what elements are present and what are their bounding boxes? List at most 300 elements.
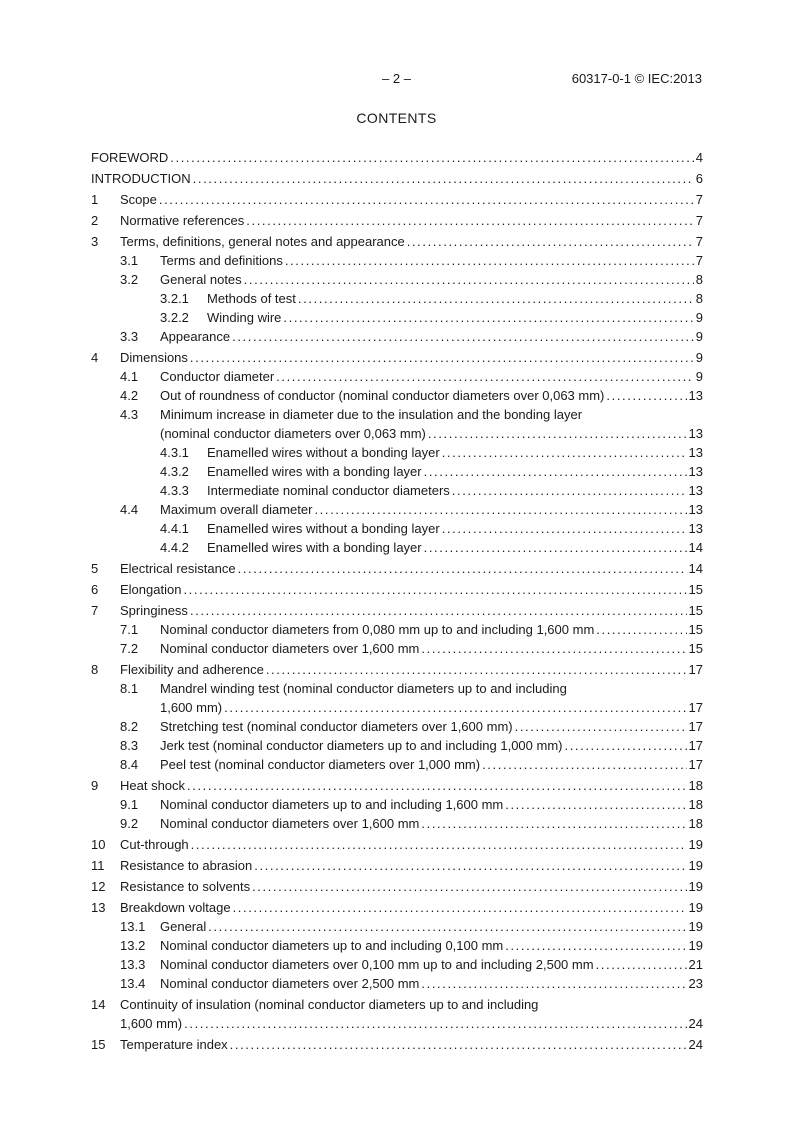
dot-leader (238, 559, 687, 578)
toc-entry-title: Scope (120, 192, 157, 207)
dot-leader (421, 974, 686, 993)
toc-entry[interactable] (91, 148, 703, 167)
toc-entry-body (160, 500, 703, 519)
toc-entry[interactable] (91, 898, 703, 917)
toc-entry-title: Methods of test (207, 291, 296, 306)
toc-entry-page: 9 (695, 369, 703, 384)
toc-entry[interactable] (91, 405, 703, 443)
toc-entry-lastline (160, 736, 703, 755)
toc-entry-body (160, 270, 703, 289)
dot-leader (505, 795, 686, 814)
toc-entry-title: Enamelled wires with a bonding layer (207, 540, 422, 555)
toc-entry-page: 18 (688, 797, 703, 812)
toc-entry-text-line: Mandrel winding test (nominal conductor diameters up to and including (160, 681, 567, 696)
toc-entry-body (120, 580, 703, 599)
header-doc-reference: 60317-0-1 © IEC:2013 (571, 71, 702, 86)
toc-entry[interactable] (91, 814, 703, 833)
contents-title: CONTENTS (356, 110, 437, 126)
toc-entry-title: Electrical resistance (120, 561, 236, 576)
toc-entry[interactable] (91, 1035, 703, 1054)
dot-leader (184, 1014, 686, 1033)
toc-entry-text-line: Continuity of insulation (nominal conductor diameters up to and including (120, 997, 539, 1012)
dot-leader (505, 936, 686, 955)
toc-entry[interactable] (91, 877, 703, 896)
toc-entry-body (160, 717, 703, 736)
dot-leader (252, 877, 686, 896)
toc-entry-body (120, 660, 703, 679)
toc-entry[interactable] (91, 995, 703, 1033)
toc-entry[interactable] (91, 717, 703, 736)
toc-entry-lastline (120, 776, 703, 795)
toc-entry-body (120, 877, 703, 896)
toc-entry-page: 9 (695, 329, 703, 344)
dot-leader (424, 462, 687, 481)
toc-entry-page: 18 (688, 778, 703, 793)
toc-entry-page: 13 (688, 483, 703, 498)
toc-entry-page: 7 (695, 234, 703, 249)
toc-entry-page: 14 (688, 561, 703, 576)
toc-entry-page: 23 (688, 976, 703, 991)
toc-entry-page: 8 (695, 272, 703, 287)
toc-entry-title: Flexibility and adherence (120, 662, 264, 677)
toc-entry-number: 4.1 (120, 369, 139, 384)
toc-entry-page: 17 (688, 757, 703, 772)
toc-entry-number: 6 (91, 582, 99, 597)
toc-entry-number: 13.1 (120, 919, 146, 934)
toc-entry-lastline (160, 955, 703, 974)
toc-entry-body (120, 348, 703, 367)
toc-entry-title: General (160, 919, 207, 934)
toc-entry-number: 9 (91, 778, 99, 793)
toc-entry-body (120, 232, 703, 251)
toc-entry-page: 13 (688, 502, 703, 517)
toc-entry[interactable] (91, 974, 703, 993)
toc-entry-title: Nominal conductor diameters over 1,600 mm (160, 641, 420, 656)
toc-entry-lastline (120, 348, 703, 367)
toc-entry-number: 8.4 (120, 757, 139, 772)
toc-entry-lastline (160, 424, 703, 443)
toc-entry-lastline (120, 580, 703, 599)
toc-entry-body (160, 755, 703, 774)
toc-entry-lastline (120, 232, 703, 251)
toc-entry-page: 13 (688, 426, 703, 441)
toc-entry[interactable] (91, 232, 703, 251)
toc-entry-number: 1 (91, 192, 99, 207)
toc-entry-title: Intermediate nominal conductor diameters (207, 483, 450, 498)
toc-entry-title: Nominal conductor diameters from 0,080 mm up to and including 1,600 mm (160, 622, 595, 637)
toc-entry-title: Conductor diameter (160, 369, 275, 384)
toc-entry-number: 8 (91, 662, 99, 677)
toc-entry[interactable] (91, 601, 703, 620)
toc-entry[interactable] (91, 736, 703, 755)
dot-leader (224, 698, 686, 717)
toc-entry[interactable] (91, 443, 703, 462)
toc-entry-number: 4 (91, 350, 99, 365)
dot-leader (190, 601, 687, 620)
toc-entry-body (120, 856, 703, 875)
toc-entry-body (120, 898, 703, 917)
toc-entry-page: 4 (695, 150, 703, 165)
toc-entry-number: 5 (91, 561, 99, 576)
dot-leader (596, 620, 686, 639)
toc-entry-number: 13.4 (120, 976, 146, 991)
page-header (91, 71, 702, 88)
toc-entry[interactable] (91, 538, 703, 557)
toc-entry-number: 4.3.2 (160, 464, 189, 479)
toc-entry-title: Springiness (120, 603, 188, 618)
toc-entry-lastline (120, 211, 703, 230)
toc-entry[interactable] (91, 386, 703, 405)
toc-entry-lastline (160, 717, 703, 736)
toc-entry-body (120, 211, 703, 230)
toc-entry-body (160, 917, 703, 936)
toc-entry-page: 15 (688, 622, 703, 637)
toc-entry-title: Jerk test (nominal conductor diameters up to and including 1,000 mm) (160, 738, 563, 753)
toc-entry[interactable] (91, 251, 703, 270)
dot-leader (266, 660, 687, 679)
toc-entry-number: 13.2 (120, 938, 146, 953)
toc-entry[interactable] (91, 660, 703, 679)
toc-entry[interactable] (91, 835, 703, 854)
dot-leader (421, 639, 686, 658)
toc-entry[interactable] (91, 348, 703, 367)
toc-entry-body (207, 289, 703, 308)
toc-entry[interactable] (91, 580, 703, 599)
toc-entry-number: 13.3 (120, 957, 146, 972)
toc-entry-number: 3.3 (120, 329, 139, 344)
toc-entry-title: Heat shock (120, 778, 186, 793)
toc-entry[interactable] (91, 481, 703, 500)
toc-entry-title: Out of roundness of conductor (nominal conductor diameters over 0,063 mm) (160, 388, 605, 403)
toc-entry-body (160, 736, 703, 755)
toc-entry-lastline (160, 795, 703, 814)
toc-entry[interactable] (91, 367, 703, 386)
toc-entry-lastline (120, 190, 703, 209)
dot-leader (230, 1035, 687, 1054)
dot-leader (596, 955, 687, 974)
toc-entry-number: 2 (91, 213, 99, 228)
toc-entry-title: Nominal conductor diameters over 2,500 mm (160, 976, 420, 991)
dot-leader (170, 148, 693, 167)
toc-entry[interactable] (91, 795, 703, 814)
toc-entry-number: 4.3.1 (160, 445, 189, 460)
toc-entry-lastline (120, 660, 703, 679)
toc-entry-body (91, 169, 703, 188)
toc-entry-page: 7 (695, 213, 703, 228)
toc-entry-title: Terms and definitions (160, 253, 283, 268)
toc-entry-body (160, 955, 703, 974)
toc-entry-lastline (207, 538, 703, 557)
toc-entry-text-line: Minimum increase in diameter due to the insulation and the bonding layer (160, 407, 583, 422)
dot-leader (452, 481, 687, 500)
toc-entry-number: 14 (91, 997, 106, 1012)
toc-entry-number: 3.2 (120, 272, 139, 287)
toc-entry[interactable] (91, 755, 703, 774)
toc-entry-title: Winding wire (207, 310, 282, 325)
toc-entry-number: 3.1 (120, 253, 139, 268)
toc-entry-number: 7 (91, 603, 99, 618)
toc-entry[interactable] (91, 679, 703, 717)
dot-leader (606, 386, 686, 405)
toc-entry-number: 7.2 (120, 641, 139, 656)
toc-entry-title: Appearance (160, 329, 231, 344)
toc-entry-page: 19 (688, 919, 703, 934)
toc-entry[interactable] (91, 620, 703, 639)
toc-entry-body (160, 639, 703, 658)
toc-entry-number: 9.2 (120, 816, 139, 831)
toc-entry-title: Nominal conductor diameters up to and including 0,100 mm (160, 938, 504, 953)
toc-entry-lastline (160, 974, 703, 993)
toc-entry-number: 4.4.1 (160, 521, 189, 536)
dot-leader (407, 232, 694, 251)
dot-leader (187, 776, 686, 795)
toc-entry-page: 24 (688, 1016, 703, 1031)
toc-entry-lastline (207, 481, 703, 500)
toc-entry-number: 3.2.2 (160, 310, 189, 325)
dot-leader (183, 580, 686, 599)
toc-entry-page: 19 (688, 858, 703, 873)
toc-entry-title: Breakdown voltage (120, 900, 231, 915)
toc-entry-number: 4.4 (120, 502, 139, 517)
toc-entry-page: 14 (688, 540, 703, 555)
toc-entry-lastline (120, 1014, 703, 1033)
toc-entry-title: Elongation (120, 582, 182, 597)
toc-entry-body (207, 462, 703, 481)
toc-entry-lastline (160, 936, 703, 955)
toc-entry-number: 8.1 (120, 681, 139, 696)
toc-entry-number: 10 (91, 837, 106, 852)
toc-entry-title: Nominal conductor diameters up to and including 1,600 mm (160, 797, 504, 812)
toc-entry-body (120, 190, 703, 209)
dot-leader (254, 856, 686, 875)
toc-entry-lastline (160, 814, 703, 833)
toc-entry-body (91, 148, 703, 167)
toc-entry-lastline (120, 877, 703, 896)
toc-entry-title: Dimensions (120, 350, 188, 365)
toc-entry-page: 7 (695, 192, 703, 207)
toc-entry-title: Enamelled wires with a bonding layer (207, 464, 422, 479)
toc-entry-page: 21 (688, 957, 703, 972)
toc-entry[interactable] (91, 519, 703, 538)
toc-entry-number: 4.4.2 (160, 540, 189, 555)
toc-entry[interactable] (91, 559, 703, 578)
toc-entry-title: (nominal conductor diameters over 0,063 mm) (160, 426, 426, 441)
toc-entry-number: 11 (91, 858, 105, 873)
toc-entry[interactable] (91, 856, 703, 875)
toc-entry-title: Enamelled wires without a bonding layer (207, 521, 440, 536)
dot-leader (421, 814, 686, 833)
toc-entry-body (120, 1035, 703, 1054)
toc-entry-page: 15 (688, 641, 703, 656)
toc-entry-body (207, 538, 703, 557)
dot-leader (283, 308, 693, 327)
toc-entry-lastline (120, 898, 703, 917)
toc-entry-lastline (120, 835, 703, 854)
dot-leader (244, 270, 694, 289)
toc-entry-body (160, 367, 703, 386)
toc-entry-number: 8.2 (120, 719, 139, 734)
toc-entry-lastline (160, 270, 703, 289)
toc-list (91, 146, 703, 1054)
dot-leader (191, 835, 687, 854)
toc-entry-lastline (207, 443, 703, 462)
toc-entry-body (120, 559, 703, 578)
toc-entry[interactable] (91, 211, 703, 230)
toc-entry-page: 24 (688, 1037, 703, 1052)
toc-entry-lastline (120, 601, 703, 620)
toc-entry-body (160, 251, 703, 270)
toc-entry-page: 15 (688, 603, 703, 618)
toc-entry[interactable] (91, 639, 703, 658)
toc-entry-body (160, 327, 703, 346)
toc-entry-body (207, 308, 703, 327)
toc-entry-lastline (160, 639, 703, 658)
toc-entry-number: 4.3.3 (160, 483, 189, 498)
toc-entry-lastline (120, 856, 703, 875)
toc-entry-body (160, 679, 703, 717)
toc-entry[interactable] (91, 327, 703, 346)
dot-leader (442, 443, 687, 462)
toc-entry-title: 1,600 mm) (120, 1016, 183, 1031)
toc-entry-title: Peel test (nominal conductor diameters over 1,000 mm) (160, 757, 481, 772)
toc-entry-body (160, 405, 703, 443)
toc-entry-title: 1,600 mm) (160, 700, 223, 715)
toc-entry-body (120, 835, 703, 854)
toc-entry[interactable] (91, 955, 703, 974)
toc-entry-page: 19 (688, 879, 703, 894)
toc-entry-lastline (160, 386, 703, 405)
toc-entry-lastline (160, 500, 703, 519)
toc-entry-title: General notes (160, 272, 242, 287)
toc-entry-title: Normative references (120, 213, 245, 228)
dot-leader (276, 367, 694, 386)
toc-entry-lastline (120, 559, 703, 578)
toc-entry-number: 3.2.1 (160, 291, 189, 306)
toc-entry-page: 13 (688, 521, 703, 536)
toc-entry-body (120, 601, 703, 620)
dot-leader (314, 500, 686, 519)
toc-entry-page: 19 (688, 938, 703, 953)
toc-entry-page: 17 (688, 700, 703, 715)
toc-entry-body (160, 795, 703, 814)
dot-leader (190, 348, 694, 367)
toc-entry-page: 7 (695, 253, 703, 268)
toc-entry-lastline (160, 251, 703, 270)
toc-entry-title: Terms, definitions, general notes and appearance (120, 234, 405, 249)
toc-entry-page: 15 (688, 582, 703, 597)
toc-entry-page: 13 (688, 388, 703, 403)
toc-entry-number: 9.1 (120, 797, 139, 812)
toc-entry-lastline (160, 367, 703, 386)
dot-leader (285, 251, 694, 270)
toc-entry-lastline (160, 327, 703, 346)
toc-entry[interactable] (91, 289, 703, 308)
toc-entry-title: FOREWORD (91, 150, 169, 165)
toc-entry[interactable] (91, 270, 703, 289)
toc-entry-title: Cut-through (120, 837, 189, 852)
toc-entry-body (160, 974, 703, 993)
toc-entry-page: 13 (688, 445, 703, 460)
toc-entry-body (207, 481, 703, 500)
dot-leader (232, 327, 694, 346)
toc-entry-page: 9 (695, 310, 703, 325)
toc-entry-lastline (91, 148, 703, 167)
toc-entry-page: 18 (688, 816, 703, 831)
toc-entry-title: Enamelled wires without a bonding layer (207, 445, 440, 460)
toc-entry-number: 12 (91, 879, 106, 894)
toc-entry[interactable] (91, 169, 703, 188)
toc-entry-lastline (207, 289, 703, 308)
toc-entry-title: Nominal conductor diameters over 0,100 mm up to and including 2,500 mm (160, 957, 594, 972)
toc-entry-page: 13 (688, 464, 703, 479)
toc-entry-title: Stretching test (nominal conductor diameters over 1,600 mm) (160, 719, 513, 734)
toc-entry[interactable] (91, 190, 703, 209)
toc-entry-body (120, 995, 703, 1033)
toc-entry-title: INTRODUCTION (91, 171, 191, 186)
toc-entry-lastline (160, 755, 703, 774)
toc-entry-body (160, 814, 703, 833)
toc-entry-lastline (207, 462, 703, 481)
toc-entry-lastline (207, 308, 703, 327)
toc-entry-lastline (207, 519, 703, 538)
dot-leader (442, 519, 687, 538)
dot-leader (515, 717, 687, 736)
toc-entry-page: 17 (688, 662, 703, 677)
toc-entry[interactable] (91, 917, 703, 936)
header-page-number: – 2 – (382, 71, 411, 86)
toc-entry-title: Nominal conductor diameters over 1,600 mm (160, 816, 420, 831)
dot-leader (424, 538, 687, 557)
toc-entry[interactable] (91, 500, 703, 519)
toc-entry-lastline (160, 698, 703, 717)
dot-leader (159, 190, 694, 209)
dot-leader (298, 289, 694, 308)
toc-entry-lastline (91, 169, 703, 188)
toc-entry-page: 8 (695, 291, 703, 306)
dot-leader (193, 169, 694, 188)
toc-entry-lastline (160, 917, 703, 936)
toc-entry-number: 7.1 (120, 622, 139, 637)
toc-entry-number: 13 (91, 900, 106, 915)
toc-entry-body (207, 443, 703, 462)
toc-entry-number: 3 (91, 234, 99, 249)
toc-entry-page: 19 (688, 837, 703, 852)
toc-entry-page: 9 (695, 350, 703, 365)
toc-entry[interactable] (91, 936, 703, 955)
dot-leader (564, 736, 686, 755)
toc-entry-page: 17 (688, 719, 703, 734)
dot-leader (482, 755, 686, 774)
toc-entry[interactable] (91, 462, 703, 481)
toc-entry-number: 4.2 (120, 388, 139, 403)
dot-leader (246, 211, 693, 230)
toc-entry-number: 15 (91, 1037, 106, 1052)
toc-entry-page: 6 (695, 171, 703, 186)
toc-entry-title: Temperature index (120, 1037, 228, 1052)
toc-entry-page: 19 (688, 900, 703, 915)
toc-entry-title: Resistance to abrasion (120, 858, 253, 873)
toc-entry-title: Resistance to solvents (120, 879, 251, 894)
dot-leader (428, 424, 687, 443)
dot-leader (208, 917, 686, 936)
toc-entry[interactable] (91, 308, 703, 327)
toc-entry-number: 4.3 (120, 407, 139, 422)
toc-entry-body (160, 936, 703, 955)
toc-entry[interactable] (91, 776, 703, 795)
toc-entry-body (160, 620, 703, 639)
toc-entry-number: 8.3 (120, 738, 139, 753)
dot-leader (233, 898, 687, 917)
